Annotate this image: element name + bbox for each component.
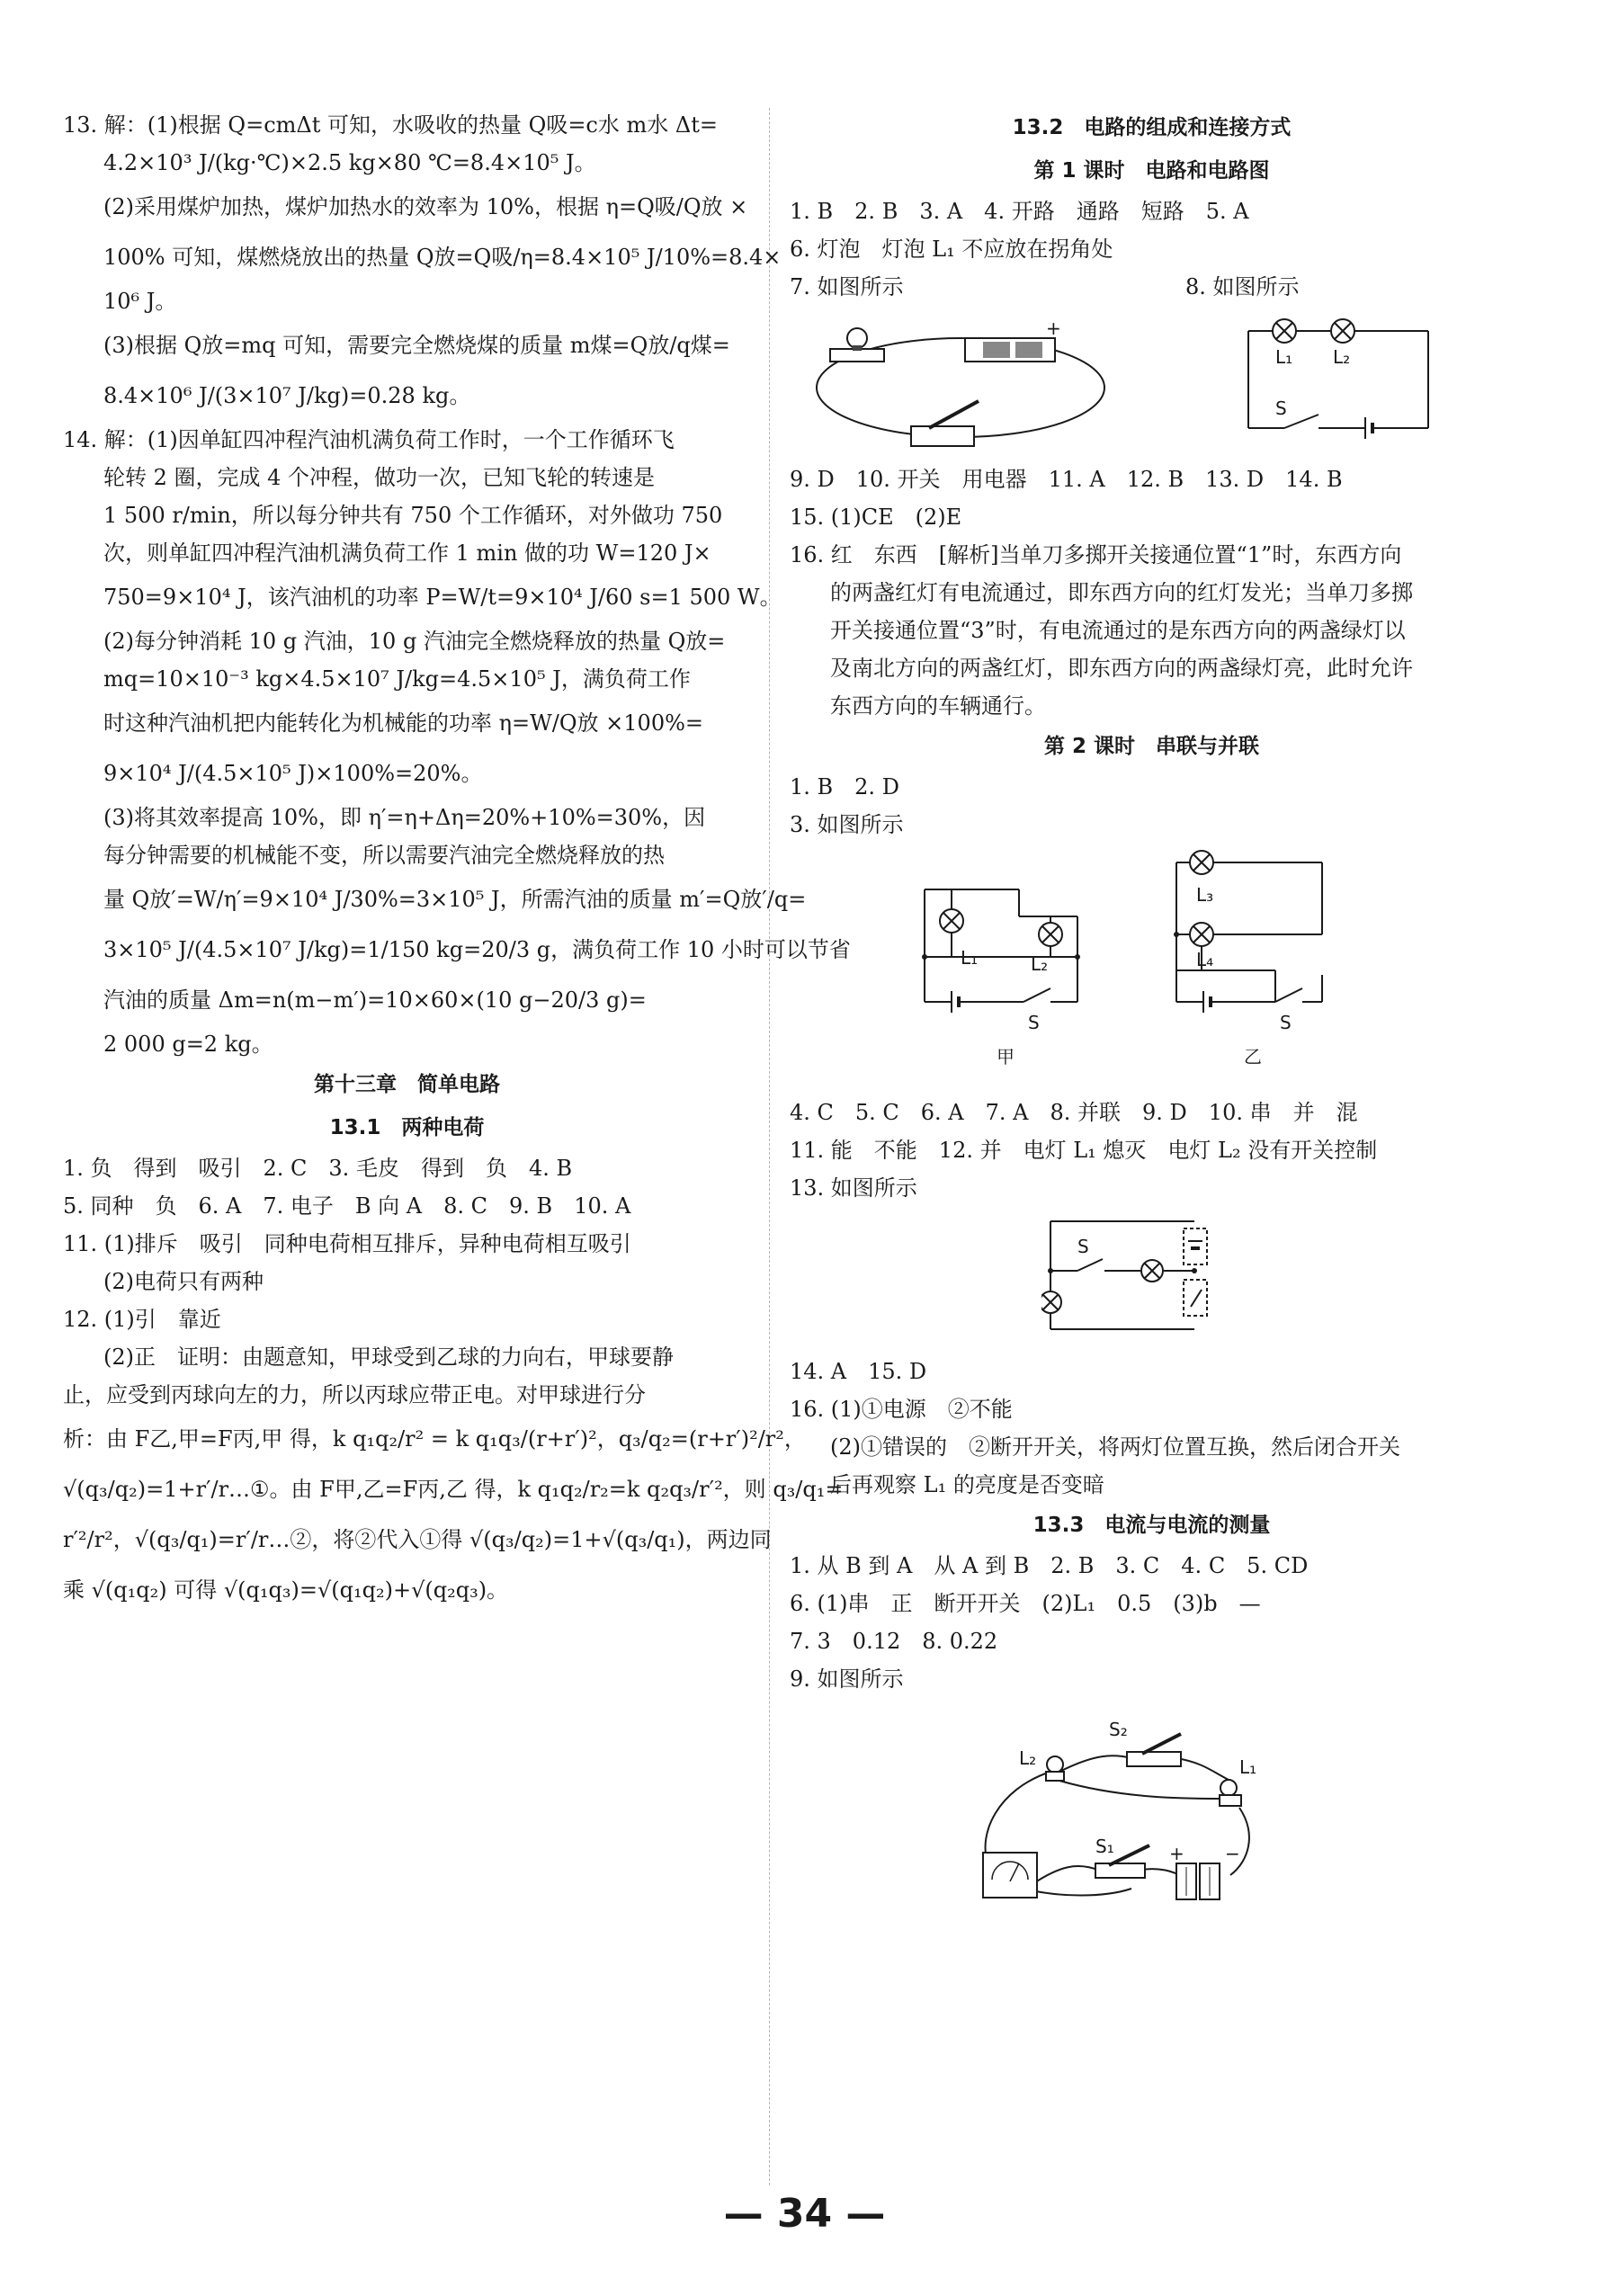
- circuit-figure-7: [803, 311, 1127, 455]
- text-line: 乘 √(q₁q₂) 可得 √(q₁q₃)=√(q₁q₂)+√(q₂q₃)。: [63, 1577, 509, 1603]
- battery-icon: [1176, 1863, 1220, 1899]
- section-13-1-answers: [63, 1149, 844, 1615]
- text-line: 止，应受到丙球向左的力，所以丙球应带正电。对甲球进行分: [63, 1382, 646, 1407]
- text-line: 开关接通位置“3”时，有电流通过的是东西方向的两盏绿灯以: [830, 618, 1406, 643]
- right-column: [790, 106, 1514, 1916]
- text-line: (2)采用煤炉加热，煤炉加热水的效率为 10%，根据 η=Q吸/Q放 ×: [103, 194, 748, 219]
- text-line: 16. 红 东西 [解析]当单刀多掷开关接通位置“1”时，东西方向: [790, 542, 1402, 567]
- text-line: 10⁶ J。: [103, 289, 177, 314]
- switch-box-icon: [1184, 1280, 1207, 1316]
- circuit-figure-13: [1041, 1212, 1221, 1347]
- label-l2: L₂: [1019, 1747, 1037, 1769]
- text-line: (2)正 证明：由题意知，甲球受到乙球的力向右，甲球要静: [103, 1345, 674, 1370]
- text-line: 1 500 r/min，所以每分钟共有 750 个工作循环，对外做功 750: [103, 503, 723, 528]
- text-line: 3×10⁵ J/(4.5×10⁷ J/kg)=1/150 kg=20/3 g，满负荷工作 10 小时可以节省: [103, 937, 851, 962]
- ammeter-icon: [983, 1853, 1037, 1898]
- lesson-title: 第 2 课时 串联与并联: [1043, 735, 1260, 758]
- text-line: 7. 3 0.12 8. 0.22: [790, 1629, 998, 1654]
- answer-13: [63, 106, 782, 421]
- text-line: 1. B 2. B 3. A 4. 开路 通路 短路 5. A: [790, 199, 1249, 224]
- lesson-title: 第 1 课时 电路和电路图: [1033, 159, 1270, 183]
- label-plus: +: [1169, 1843, 1184, 1864]
- text-line: 后再观察 L₁ 的亮度是否变暗: [830, 1472, 1104, 1497]
- figure-13: [790, 1212, 1514, 1347]
- section-title: 13.3 电流与电流的测量: [1032, 1514, 1271, 1537]
- text-line: (2)①错误的 ②断开开关，将两灯位置互换，然后闭合开关: [830, 1434, 1400, 1460]
- text-line: 16. (1)①电源 ②不能: [790, 1397, 1013, 1422]
- text-line: 1. 负 得到 吸引 2. C 3. 毛皮 得到 负 4. B: [63, 1156, 573, 1181]
- circuit-figure-3-jia: [916, 849, 1095, 1088]
- text-line: 轮转 2 圈，完成 4 个冲程，做功一次，已知飞轮的转速是: [103, 465, 656, 490]
- lamp-icon: [1190, 851, 1213, 874]
- text-line: (3)将其效率提高 10%，即 η′=η+Δη=20%+10%=30%，因: [103, 805, 706, 830]
- text-line: 100% 可知，煤燃烧放出的热量 Q放=Q吸/η=8.4×10⁵ J/10%=8.4×: [103, 245, 782, 270]
- label-l1: L₁: [961, 947, 979, 969]
- text-line: 5. 同种 负 6. A 7. 电子 B 向 A 8. C 9. B 10. A: [63, 1193, 631, 1219]
- text-line: 9×10⁴ J/(4.5×10⁵ J)×100%=20%。: [103, 761, 483, 786]
- chapter-title: 第十三章 简单电路: [314, 1073, 500, 1096]
- label-s: S: [1280, 1012, 1292, 1033]
- label-s: S: [1077, 1236, 1089, 1257]
- section-title: 13.2 电路的组成和连接方式: [1012, 116, 1292, 139]
- label-s1: S₁: [1095, 1836, 1114, 1857]
- text-line: 4.2×10³ J/(kg·℃)×2.5 kg×80 ℃=8.4×10⁵ J。: [103, 150, 596, 175]
- figures-7-8: [790, 311, 1514, 455]
- text-line: 15. (1)CE (2)E: [790, 505, 962, 530]
- text-line: 11. (1)排斥 吸引 同种电荷相互排斥，异种电荷相互吸引: [63, 1231, 631, 1256]
- circuit-figure-3-yi: [1167, 849, 1347, 1088]
- text-line: 8. 如图所示: [1185, 274, 1300, 299]
- text-line: √(q₃/q₂)=1+r′/r…①。由 F甲,乙=F丙,乙 得，k q₁q₂/r₂=k q₂q₃/r′²，则 q₃/q₁=: [63, 1477, 844, 1502]
- text-line: (3)根据 Q放=mq 可知，需要完全燃烧煤的质量 m煤=Q放/q煤=: [103, 333, 730, 358]
- label-jia: 甲: [997, 1046, 1015, 1068]
- lamp-l2-icon: [1331, 319, 1354, 343]
- text-line: 11. 能 不能 12. 并 电灯 L₁ 熄灭 电灯 L₂ 没有开关控制: [790, 1138, 1378, 1163]
- text-line: 12. (1)引 靠近: [63, 1307, 221, 1332]
- text-line: 13. 如图所示: [790, 1175, 917, 1201]
- text-line: 每分钟需要的机械能不变，所以需要汽油完全燃烧释放的热: [103, 843, 665, 868]
- label-minus: −: [1225, 1843, 1240, 1864]
- svg-text:+: +: [1046, 317, 1061, 339]
- text-line: 14. 解：(1)因单缸四冲程汽油机满负荷工作时，一个工作循环飞: [63, 427, 675, 452]
- text-line: 量 Q放′=W/η′=9×10⁴ J/30%=3×10⁵ J，所需汽油的质量 m′=Q放′/q=: [103, 887, 807, 912]
- fig-caption-row: [790, 268, 1514, 306]
- text-line: 6. (1)串 正 断开开关 (2)L₁ 0.5 (3)b —: [790, 1591, 1261, 1616]
- text-line: 1. B 2. D: [790, 774, 899, 800]
- text-line: 7. 如图所示: [790, 274, 904, 299]
- text-line: 14. A 15. D: [790, 1359, 927, 1384]
- section-title: 13.1 两种电荷: [329, 1116, 485, 1139]
- text-line: 9. D 10. 开关 用电器 11. A 12. B 13. D 14. B: [790, 467, 1343, 492]
- text-line: (2)每分钟消耗 10 g 汽油，10 g 汽油完全燃烧释放的热量 Q放=: [103, 629, 726, 654]
- text-line: 9. 如图所示: [790, 1666, 904, 1692]
- text-line: 析：由 F乙,甲=F丙,甲 得，k q₁q₂/r² = k q₁q₃/(r+r′)²，q₃/q₂=(r+r′)²/r²，: [63, 1426, 806, 1452]
- text-line: (2)电荷只有两种: [103, 1269, 264, 1294]
- text-line: 的两盏红灯有电流通过，即东西方向的红灯发光；当单刀多掷: [830, 580, 1413, 605]
- figures-3: [790, 849, 1514, 1088]
- text-line: 及南北方向的两盏红灯，即东西方向的两盏绿灯亮，此时允许: [830, 656, 1413, 681]
- label-l1: L₁: [1275, 346, 1293, 368]
- text-line: 8.4×10⁶ J/(3×10⁷ J/kg)=0.28 kg。: [103, 383, 471, 408]
- lamp-icon: [1190, 923, 1213, 946]
- page-number: — 34 —: [723, 2191, 886, 2237]
- text-line: 1. 从 B 到 A 从 A 到 B 2. B 3. C 4. C 5. CD: [790, 1553, 1309, 1578]
- label-s2: S₂: [1109, 1719, 1128, 1740]
- lamp-icon: [1141, 1260, 1163, 1282]
- lamp-icon: [1039, 923, 1062, 946]
- text-line: 时这种汽油机把内能转化为机械能的功率 η=W/Q放 ×100%=: [103, 710, 704, 736]
- text-line: 6. 灯泡 灯泡 L₁ 不应放在拐角处: [790, 237, 1113, 262]
- label-l1: L₁: [1239, 1756, 1257, 1778]
- text-line: 750=9×10⁴ J，该汽油机的功率 P=W/t=9×10⁴ J/60 s=1 500 W。: [103, 585, 782, 610]
- text-line: 东西方向的车辆通行。: [830, 693, 1046, 719]
- circuit-figure-9: [970, 1709, 1275, 1907]
- text-line: 汽油的质量 Δm=n(m−m′)=10×60×(10 g−20/3 g)=: [103, 987, 647, 1013]
- text-line: 13. 解：(1)根据 Q=cmΔt 可知，水吸收的热量 Q吸=c水 m水 Δt=: [63, 112, 718, 138]
- text-line: 2 000 g=2 kg。: [103, 1032, 273, 1057]
- lamp-l1-icon: [1273, 319, 1296, 343]
- label-l2: L₂: [1333, 346, 1351, 368]
- label-l4: L₄: [1196, 949, 1214, 970]
- label-yi: 乙: [1244, 1046, 1262, 1068]
- figure-9: [790, 1703, 1514, 1910]
- circuit-figure-8: [1230, 311, 1446, 446]
- label-l3: L₃: [1196, 884, 1214, 906]
- label-l2: L₂: [1031, 953, 1049, 975]
- column-divider: [769, 108, 770, 2185]
- label-s: S: [1275, 398, 1287, 419]
- lamp-icon: [940, 909, 963, 933]
- text-line: 4. C 5. C 6. A 7. A 8. 并联 9. D 10. 串 并 混: [790, 1100, 1358, 1125]
- text-line: 次，则单缸四冲程汽油机满负荷工作 1 min 做的功 W=120 J×: [103, 540, 711, 566]
- lamp-icon: [1041, 1291, 1061, 1313]
- text-line: 3. 如图所示: [790, 812, 904, 837]
- label-s: S: [1028, 1012, 1040, 1033]
- text-line: mq=10×10⁻³ kg×4.5×10⁷ J/kg=4.5×10⁵ J，满负荷工作: [103, 666, 691, 692]
- text-line: r′²/r²，√(q₃/q₁)=r′/r…②，将②代入①得 √(q₃/q₂)=1+√(q₃/q₁)，两边同: [63, 1527, 772, 1552]
